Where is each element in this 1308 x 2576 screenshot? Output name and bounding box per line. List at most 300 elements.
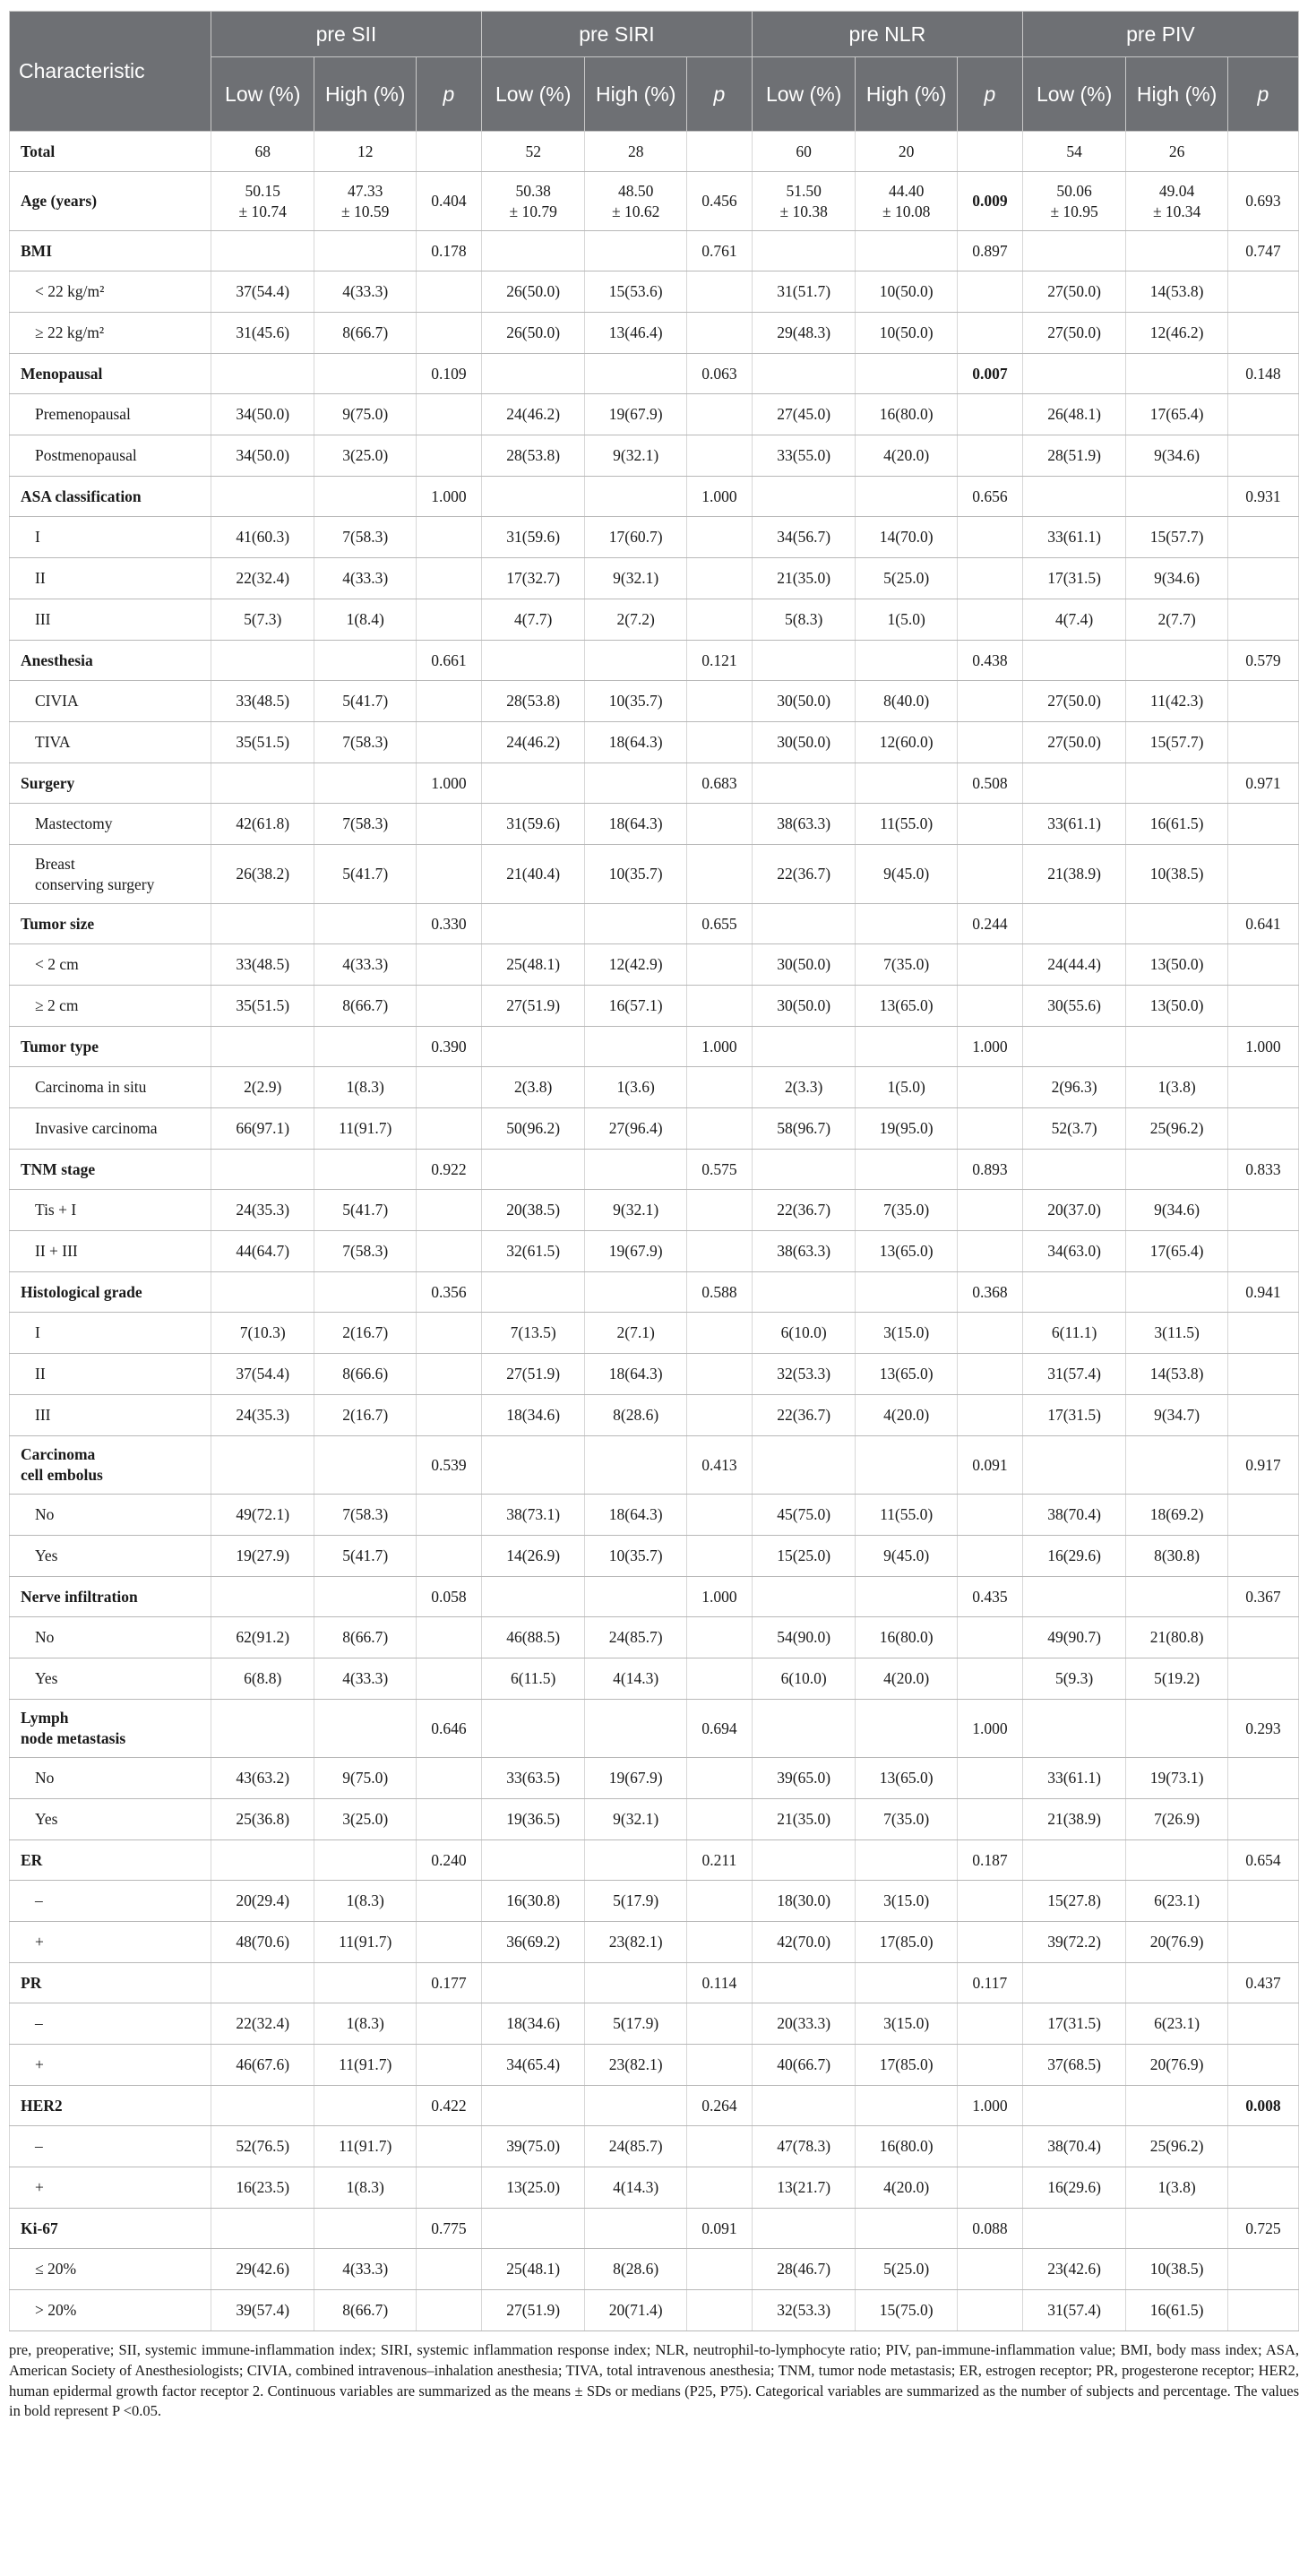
p-value-cell: 0.575 xyxy=(686,1150,752,1190)
value-cell: 60 xyxy=(752,132,856,172)
row-label: TNM stage xyxy=(10,1150,211,1190)
p-value-cell xyxy=(1227,1881,1298,1922)
p-value-cell: 0.941 xyxy=(1227,1272,1298,1313)
value-cell xyxy=(481,904,585,944)
p-value-cell: 0.641 xyxy=(1227,904,1298,944)
value-cell: 22(36.7) xyxy=(752,1395,856,1436)
value-cell: 38(70.4) xyxy=(1022,2126,1126,2167)
value-cell: 39(75.0) xyxy=(481,2126,585,2167)
p-value-cell xyxy=(416,2126,481,2167)
value-cell: 27(50.0) xyxy=(1022,681,1126,722)
value-cell xyxy=(1022,1840,1126,1881)
value-cell: 44(64.7) xyxy=(211,1231,314,1272)
p-value-cell xyxy=(957,1354,1022,1395)
p-value-cell xyxy=(416,2290,481,2331)
value-cell: 2(3.8) xyxy=(481,1067,585,1108)
value-cell: 1(3.8) xyxy=(1126,1067,1227,1108)
value-cell xyxy=(1022,231,1126,271)
table-row xyxy=(10,845,1299,904)
table-body xyxy=(10,132,1299,2331)
value-cell: 33(48.5) xyxy=(211,681,314,722)
table-row xyxy=(10,944,1299,986)
p-value-cell: 0.211 xyxy=(686,1840,752,1881)
row-label: ASA classification xyxy=(10,477,211,517)
value-cell xyxy=(1126,1272,1227,1313)
value-cell xyxy=(314,1840,416,1881)
p-value-cell xyxy=(416,1354,481,1395)
p-value-cell xyxy=(957,1313,1022,1354)
value-cell xyxy=(481,477,585,517)
value-cell: 29(42.6) xyxy=(211,2249,314,2290)
p-value-cell: 0.177 xyxy=(416,1963,481,2003)
table-row xyxy=(10,2290,1299,2331)
header-p: p xyxy=(957,57,1022,132)
p-value-cell xyxy=(416,599,481,641)
row-label: Carcinoma cell embolus xyxy=(10,1436,211,1495)
value-cell: 46(88.5) xyxy=(481,1617,585,1658)
value-cell: 10(38.5) xyxy=(1126,2249,1227,2290)
row-label: No xyxy=(10,1617,211,1658)
value-cell: 28(53.8) xyxy=(481,435,585,477)
p-value-cell xyxy=(957,2003,1022,2045)
p-value-cell xyxy=(957,1231,1022,1272)
value-cell xyxy=(314,1150,416,1190)
value-cell: 38(70.4) xyxy=(1022,1495,1126,1536)
value-cell: 49(90.7) xyxy=(1022,1617,1126,1658)
value-cell: 4(14.3) xyxy=(585,2167,686,2209)
p-value-cell xyxy=(686,2167,752,2209)
p-value-cell: 1.000 xyxy=(957,1700,1022,1758)
value-cell xyxy=(1022,1700,1126,1758)
value-cell xyxy=(752,1963,856,2003)
value-cell: 2(7.1) xyxy=(585,1313,686,1354)
p-value-cell xyxy=(957,722,1022,763)
value-cell: 49(72.1) xyxy=(211,1495,314,1536)
value-cell xyxy=(585,1840,686,1881)
value-cell xyxy=(585,1027,686,1067)
row-label: Breast conserving surgery xyxy=(10,845,211,904)
header-characteristic: Characteristic xyxy=(10,12,211,132)
p-value-cell: 1.000 xyxy=(957,1027,1022,1067)
value-cell: 5(41.7) xyxy=(314,845,416,904)
row-label: ≥ 22 kg/m² xyxy=(10,313,211,354)
value-cell xyxy=(314,1027,416,1067)
value-cell: 8(66.7) xyxy=(314,2290,416,2331)
p-value-cell: 1.000 xyxy=(416,477,481,517)
p-value-cell xyxy=(686,1536,752,1577)
value-cell: 25(96.2) xyxy=(1126,1108,1227,1150)
table-row xyxy=(10,2249,1299,2290)
row-label: Premenopausal xyxy=(10,394,211,435)
value-cell xyxy=(1126,1700,1227,1758)
table-row xyxy=(10,1436,1299,1495)
value-cell: 2(16.7) xyxy=(314,1395,416,1436)
value-cell: 33(61.1) xyxy=(1022,517,1126,558)
value-cell xyxy=(481,1272,585,1313)
p-value-cell: 0.654 xyxy=(1227,1840,1298,1881)
value-cell: 14(70.0) xyxy=(856,517,957,558)
p-value-cell xyxy=(957,599,1022,641)
p-value-cell xyxy=(686,132,752,172)
p-value-cell xyxy=(957,394,1022,435)
value-cell: 18(64.3) xyxy=(585,804,686,845)
value-cell xyxy=(314,641,416,681)
value-cell xyxy=(314,2209,416,2249)
row-label: Nerve infiltration xyxy=(10,1577,211,1617)
p-value-cell xyxy=(1227,681,1298,722)
p-value-cell xyxy=(416,986,481,1027)
row-label: CIVIA xyxy=(10,681,211,722)
value-cell: 50.15 ± 10.74 xyxy=(211,172,314,231)
p-value-cell xyxy=(416,271,481,313)
value-cell: 19(73.1) xyxy=(1126,1758,1227,1799)
value-cell: 14(53.8) xyxy=(1126,271,1227,313)
value-cell: 30(50.0) xyxy=(752,944,856,986)
value-cell: 17(32.7) xyxy=(481,558,585,599)
value-cell xyxy=(1126,1027,1227,1067)
value-cell: 22(32.4) xyxy=(211,558,314,599)
p-value-cell xyxy=(1227,435,1298,477)
p-value-cell xyxy=(686,1617,752,1658)
value-cell: 10(50.0) xyxy=(856,313,957,354)
value-cell xyxy=(856,1963,957,2003)
table-row xyxy=(10,1922,1299,1963)
value-cell: 50.06 ± 10.95 xyxy=(1022,172,1126,231)
value-cell xyxy=(211,2086,314,2126)
value-cell: 5(7.3) xyxy=(211,599,314,641)
p-value-cell xyxy=(957,2045,1022,2086)
row-label: Menopausal xyxy=(10,354,211,394)
header-group-piv: pre PIV xyxy=(1022,12,1298,57)
table-row xyxy=(10,1617,1299,1658)
p-value-cell xyxy=(686,2126,752,2167)
p-value-cell xyxy=(1227,132,1298,172)
value-cell: 52 xyxy=(481,132,585,172)
value-cell: 17(31.5) xyxy=(1022,2003,1126,2045)
value-cell: 44.40 ± 10.08 xyxy=(856,172,957,231)
p-value-cell xyxy=(686,2045,752,2086)
value-cell: 2(7.7) xyxy=(1126,599,1227,641)
p-value-cell xyxy=(416,1190,481,1231)
table-row xyxy=(10,313,1299,354)
value-cell: 16(80.0) xyxy=(856,1617,957,1658)
value-cell: 62(91.2) xyxy=(211,1617,314,1658)
table-row xyxy=(10,132,1299,172)
p-value-cell xyxy=(416,845,481,904)
value-cell: 16(23.5) xyxy=(211,2167,314,2209)
p-value-cell xyxy=(686,1495,752,1536)
p-value-cell: 0.761 xyxy=(686,231,752,271)
p-value-cell: 0.404 xyxy=(416,172,481,231)
p-value-cell xyxy=(1227,599,1298,641)
value-cell: 6(11.1) xyxy=(1022,1313,1126,1354)
p-value-cell xyxy=(686,271,752,313)
value-cell: 18(64.3) xyxy=(585,1495,686,1536)
p-value-cell: 0.435 xyxy=(957,1577,1022,1617)
value-cell xyxy=(752,904,856,944)
value-cell xyxy=(481,1840,585,1881)
value-cell xyxy=(856,1577,957,1617)
value-cell: 33(61.1) xyxy=(1022,804,1126,845)
value-cell: 66(97.1) xyxy=(211,1108,314,1150)
p-value-cell: 0.007 xyxy=(957,354,1022,394)
value-cell: 52(3.7) xyxy=(1022,1108,1126,1150)
value-cell xyxy=(211,1150,314,1190)
p-value-cell: 0.390 xyxy=(416,1027,481,1067)
value-cell xyxy=(585,641,686,681)
p-value-cell xyxy=(1227,1354,1298,1395)
row-label: + xyxy=(10,1922,211,1963)
value-cell: 3(15.0) xyxy=(856,2003,957,2045)
value-cell: 35(51.5) xyxy=(211,986,314,1027)
row-label: Surgery xyxy=(10,763,211,804)
value-cell: 11(91.7) xyxy=(314,1108,416,1150)
p-value-cell xyxy=(957,1881,1022,1922)
p-value-cell xyxy=(957,558,1022,599)
value-cell: 26(50.0) xyxy=(481,271,585,313)
p-value-cell xyxy=(416,722,481,763)
p-value-cell xyxy=(686,1799,752,1840)
p-value-cell xyxy=(416,1231,481,1272)
value-cell xyxy=(211,1963,314,2003)
p-value-cell xyxy=(1227,1067,1298,1108)
value-cell: 45(75.0) xyxy=(752,1495,856,1536)
value-cell: 8(30.8) xyxy=(1126,1536,1227,1577)
value-cell: 13(65.0) xyxy=(856,1758,957,1799)
header-high: High (%) xyxy=(314,57,416,132)
p-value-cell xyxy=(686,517,752,558)
value-cell: 9(34.7) xyxy=(1126,1395,1227,1436)
value-cell xyxy=(856,2086,957,2126)
table-row xyxy=(10,1027,1299,1067)
value-cell xyxy=(1126,1577,1227,1617)
value-cell xyxy=(1022,1150,1126,1190)
value-cell: 21(40.4) xyxy=(481,845,585,904)
value-cell: 24(46.2) xyxy=(481,722,585,763)
value-cell xyxy=(211,1027,314,1067)
value-cell: 8(28.6) xyxy=(585,2249,686,2290)
p-value-cell xyxy=(686,845,752,904)
value-cell: 26(50.0) xyxy=(481,313,585,354)
value-cell xyxy=(752,763,856,804)
table-row xyxy=(10,641,1299,681)
value-cell: 30(50.0) xyxy=(752,681,856,722)
p-value-cell: 0.775 xyxy=(416,2209,481,2249)
value-cell: 1(8.4) xyxy=(314,599,416,641)
value-cell: 68 xyxy=(211,132,314,172)
value-cell xyxy=(752,231,856,271)
p-value-cell xyxy=(416,1881,481,1922)
value-cell: 9(34.6) xyxy=(1126,1190,1227,1231)
p-value-cell: 0.922 xyxy=(416,1150,481,1190)
value-cell xyxy=(1022,2209,1126,2249)
value-cell: 20(71.4) xyxy=(585,2290,686,2331)
value-cell: 5(25.0) xyxy=(856,2249,957,2290)
value-cell: 12(42.9) xyxy=(585,944,686,986)
value-cell xyxy=(211,354,314,394)
table-row xyxy=(10,1963,1299,2003)
value-cell: 26(38.2) xyxy=(211,845,314,904)
value-cell xyxy=(585,1963,686,2003)
p-value-cell xyxy=(686,1354,752,1395)
p-value-cell: 0.579 xyxy=(1227,641,1298,681)
value-cell: 38(63.3) xyxy=(752,804,856,845)
p-value-cell: 0.656 xyxy=(957,477,1022,517)
value-cell: 9(32.1) xyxy=(585,558,686,599)
p-value-cell xyxy=(957,944,1022,986)
value-cell: 1(3.6) xyxy=(585,1067,686,1108)
value-cell: 34(50.0) xyxy=(211,435,314,477)
value-cell: 48(70.6) xyxy=(211,1922,314,1963)
value-cell xyxy=(481,1027,585,1067)
p-value-cell xyxy=(957,2249,1022,2290)
p-value-cell: 0.063 xyxy=(686,354,752,394)
row-label: Age (years) xyxy=(10,172,211,231)
value-cell: 22(36.7) xyxy=(752,1190,856,1231)
table-row xyxy=(10,2126,1299,2167)
value-cell: 32(61.5) xyxy=(481,1231,585,1272)
value-cell xyxy=(481,1577,585,1617)
table-row xyxy=(10,1108,1299,1150)
value-cell: 13(50.0) xyxy=(1126,986,1227,1027)
p-value-cell xyxy=(1227,1190,1298,1231)
value-cell: 7(35.0) xyxy=(856,1799,957,1840)
p-value-cell xyxy=(957,1758,1022,1799)
value-cell: 9(32.1) xyxy=(585,1190,686,1231)
value-cell: 34(65.4) xyxy=(481,2045,585,2086)
value-cell xyxy=(752,1577,856,1617)
row-label: Yes xyxy=(10,1799,211,1840)
value-cell: 24(85.7) xyxy=(585,1617,686,1658)
row-label: I xyxy=(10,517,211,558)
value-cell xyxy=(585,2086,686,2126)
value-cell: 10(35.7) xyxy=(585,845,686,904)
table-row xyxy=(10,172,1299,231)
p-value-cell xyxy=(686,2003,752,2045)
value-cell: 2(3.3) xyxy=(752,1067,856,1108)
value-cell: 31(45.6) xyxy=(211,313,314,354)
p-value-cell xyxy=(686,558,752,599)
value-cell xyxy=(856,1150,957,1190)
p-value-cell xyxy=(686,1881,752,1922)
value-cell xyxy=(752,477,856,517)
row-label: I xyxy=(10,1313,211,1354)
value-cell: 7(58.3) xyxy=(314,722,416,763)
p-value-cell: 0.661 xyxy=(416,641,481,681)
value-cell xyxy=(314,763,416,804)
p-value-cell: 0.508 xyxy=(957,763,1022,804)
p-value-cell: 0.694 xyxy=(686,1700,752,1758)
table-row xyxy=(10,1272,1299,1313)
row-label: III xyxy=(10,1395,211,1436)
value-cell: 36(69.2) xyxy=(481,1922,585,1963)
value-cell xyxy=(314,904,416,944)
value-cell xyxy=(314,477,416,517)
value-cell: 7(58.3) xyxy=(314,1231,416,1272)
value-cell: 19(67.9) xyxy=(585,1231,686,1272)
p-value-cell xyxy=(686,804,752,845)
p-value-cell xyxy=(416,944,481,986)
value-cell xyxy=(481,1963,585,2003)
p-value-cell: 1.000 xyxy=(1227,1027,1298,1067)
value-cell: 8(66.6) xyxy=(314,1354,416,1395)
value-cell xyxy=(585,2209,686,2249)
row-label: PR xyxy=(10,1963,211,2003)
value-cell: 4(7.7) xyxy=(481,599,585,641)
value-cell: 1(5.0) xyxy=(856,599,957,641)
p-value-cell: 0.897 xyxy=(957,231,1022,271)
header-p: p xyxy=(686,57,752,132)
value-cell: 35(51.5) xyxy=(211,722,314,763)
p-value-cell: 0.368 xyxy=(957,1272,1022,1313)
p-value-cell xyxy=(1227,1231,1298,1272)
p-value-cell xyxy=(686,1108,752,1150)
table-row xyxy=(10,904,1299,944)
p-value-cell xyxy=(416,1495,481,1536)
p-value-cell xyxy=(686,944,752,986)
p-value-cell: 0.437 xyxy=(1227,1963,1298,2003)
value-cell: 8(28.6) xyxy=(585,1395,686,1436)
value-cell xyxy=(752,1700,856,1758)
value-cell: 3(15.0) xyxy=(856,1881,957,1922)
row-label: Tumor type xyxy=(10,1027,211,1067)
value-cell: 6(8.8) xyxy=(211,1658,314,1700)
row-label: Tis + I xyxy=(10,1190,211,1231)
value-cell xyxy=(585,477,686,517)
table-row xyxy=(10,394,1299,435)
value-cell: 27(51.9) xyxy=(481,2290,585,2331)
value-cell xyxy=(1126,354,1227,394)
table-row xyxy=(10,1231,1299,1272)
value-cell: 7(58.3) xyxy=(314,804,416,845)
value-cell: 16(57.1) xyxy=(585,986,686,1027)
table-row xyxy=(10,2086,1299,2126)
p-value-cell xyxy=(416,681,481,722)
value-cell: 9(34.6) xyxy=(1126,435,1227,477)
p-value-cell xyxy=(957,1799,1022,1840)
p-value-cell: 0.456 xyxy=(686,172,752,231)
header-group-nlr: pre NLR xyxy=(752,12,1022,57)
row-label: > 20% xyxy=(10,2290,211,2331)
value-cell: 22(36.7) xyxy=(752,845,856,904)
p-value-cell xyxy=(1227,2045,1298,2086)
value-cell: 31(59.6) xyxy=(481,804,585,845)
value-cell: 21(38.9) xyxy=(1022,845,1126,904)
value-cell xyxy=(314,1272,416,1313)
value-cell: 9(75.0) xyxy=(314,394,416,435)
value-cell: 52(76.5) xyxy=(211,2126,314,2167)
value-cell: 16(30.8) xyxy=(481,1881,585,1922)
row-label: Mastectomy xyxy=(10,804,211,845)
p-value-cell xyxy=(1227,845,1298,904)
p-value-cell xyxy=(957,1536,1022,1577)
value-cell: 2(2.9) xyxy=(211,1067,314,1108)
value-cell: 23(82.1) xyxy=(585,1922,686,1963)
p-value-cell xyxy=(957,804,1022,845)
value-cell: 11(55.0) xyxy=(856,804,957,845)
value-cell: 1(3.8) xyxy=(1126,2167,1227,2209)
p-value-cell xyxy=(1227,517,1298,558)
value-cell: 25(96.2) xyxy=(1126,2126,1227,2167)
value-cell: 5(41.7) xyxy=(314,1536,416,1577)
value-cell: 4(20.0) xyxy=(856,2167,957,2209)
p-value-cell xyxy=(686,599,752,641)
value-cell: 13(65.0) xyxy=(856,1231,957,1272)
row-label: Ki-67 xyxy=(10,2209,211,2249)
p-value-cell xyxy=(686,2249,752,2290)
table-row xyxy=(10,1313,1299,1354)
value-cell xyxy=(585,1272,686,1313)
